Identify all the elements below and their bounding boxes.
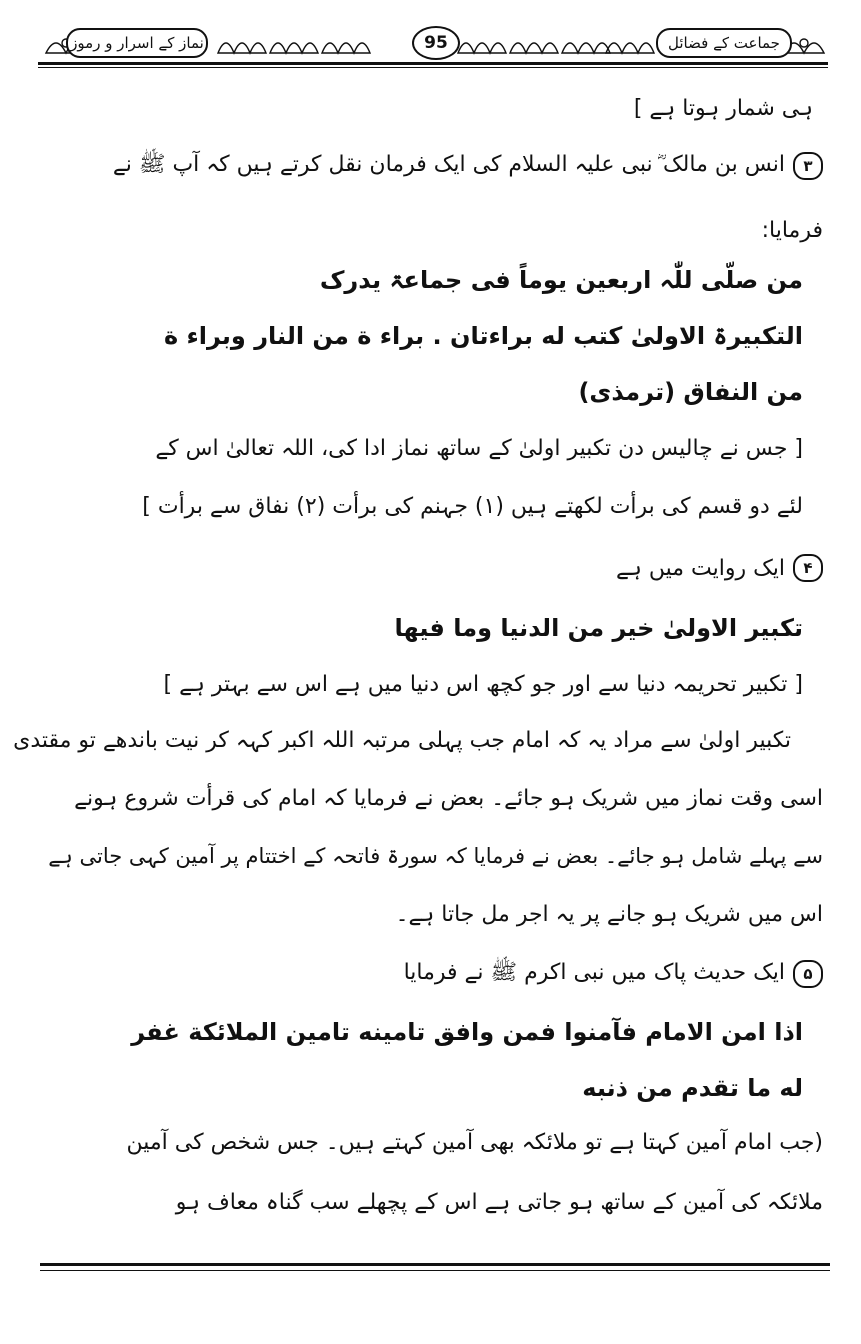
text-line: اسی وقت نماز میں شریک ہو جائے۔ بعض نے فرمایا کہ امام کی قرأت شروع ہونے (74, 786, 823, 811)
arabic-line: له ما تقدم من ذنبه (582, 1074, 803, 1102)
header-rule-thin (38, 67, 828, 68)
arabic-line: من النفاق (ترمذی) (578, 378, 803, 406)
text-line: ہی شمار ہوتا ہے ] (633, 96, 813, 121)
translation-line: [ جس نے چالیس دن تکبیر اولیٰ کے ساتھ نماز ادا کی، اللہ تعالیٰ اس کے (155, 436, 803, 461)
arabic-line: تکبیر الاولیٰ خیر من الدنیا وما فیها (394, 614, 803, 642)
ornament-icon (562, 43, 610, 53)
text-line: ایک حدیث پاک میں نبی اکرم ﷺ نے فرمایا (403, 960, 785, 985)
text-line: اس میں شریک ہو جانے پر یہ اجر مل جاتا ہے۔ (395, 902, 823, 927)
footer-rule-thin (40, 1270, 830, 1271)
text-line: سے پہلے شامل ہو جائے۔ بعض نے فرمایا کہ سورۃ فاتحہ کے اختتام پر آمین کہی جاتی ہے (48, 844, 823, 868)
text-line: ایک روایت میں ہے (616, 555, 785, 581)
translation-line: ملائکہ کی آمین کے ساتھ ہو جاتی ہے اس کے پچھلے سب گناہ معاف ہو (175, 1190, 823, 1215)
text-line: انس بن مالک ؓ نبی علیہ السلام کی ایک فرمان نقل کرتے ہیں کہ آپ ﷺ نے (112, 152, 785, 177)
page-header (38, 20, 828, 68)
translation-line: لئے دو قسم کی برأت لکھتے ہیں (۱) جہنم کی برأت (۲) نفاق سے برأت ] (142, 494, 803, 519)
hadith-3 (33, 150, 823, 182)
header-rule (38, 62, 828, 65)
ornament-icon (606, 43, 654, 53)
hadith-4 (616, 554, 823, 582)
page-number: 95 (412, 26, 460, 60)
translation-line: [ تکبیر تحریمہ دنیا سے اور جو کچھ اس دنیا میں ہے اس سے بہتر ہے ] (163, 672, 803, 697)
translation-line: (جب امام آمین کہتا ہے تو ملائکہ بھی آمین کہتے ہیں۔ جس شخص کی آمین (126, 1130, 823, 1155)
arabic-line: اذا امن الامام فآمنوا فمن وافق تامینه تامین الملائکة غفر (131, 1018, 803, 1046)
item-number-badge: ۴ (793, 554, 823, 582)
ornament-icon (510, 43, 558, 53)
arabic-line: من صلّی للّٰہ اربعین یوماً فی جماعۃ یدرک (319, 266, 803, 294)
text-line: فرمایا: (761, 218, 823, 243)
ornament-icon (270, 43, 318, 53)
arabic-line: التکبیرۃ الاولیٰ کتب له براءتان . براء ة من النار وبراء ة (163, 322, 803, 350)
text-line: تکبیر اولیٰ سے مراد یہ کہ امام جب پہلی مرتبہ اللہ اکبر کہہ کر نیت باندھے تو مقتدی (13, 728, 791, 753)
item-number-badge: ۵ (793, 960, 823, 988)
chapter-title: جماعت کے فضائل (656, 28, 792, 58)
book-title: نماز کے اسرار و رموز (66, 28, 208, 58)
ornament-icon (458, 43, 506, 53)
ornament-icon (218, 43, 266, 53)
hadith-5 (404, 958, 823, 990)
item-number-badge: ۳ (793, 152, 823, 180)
ornament-icon (322, 43, 370, 53)
footer-rule (40, 1263, 830, 1266)
